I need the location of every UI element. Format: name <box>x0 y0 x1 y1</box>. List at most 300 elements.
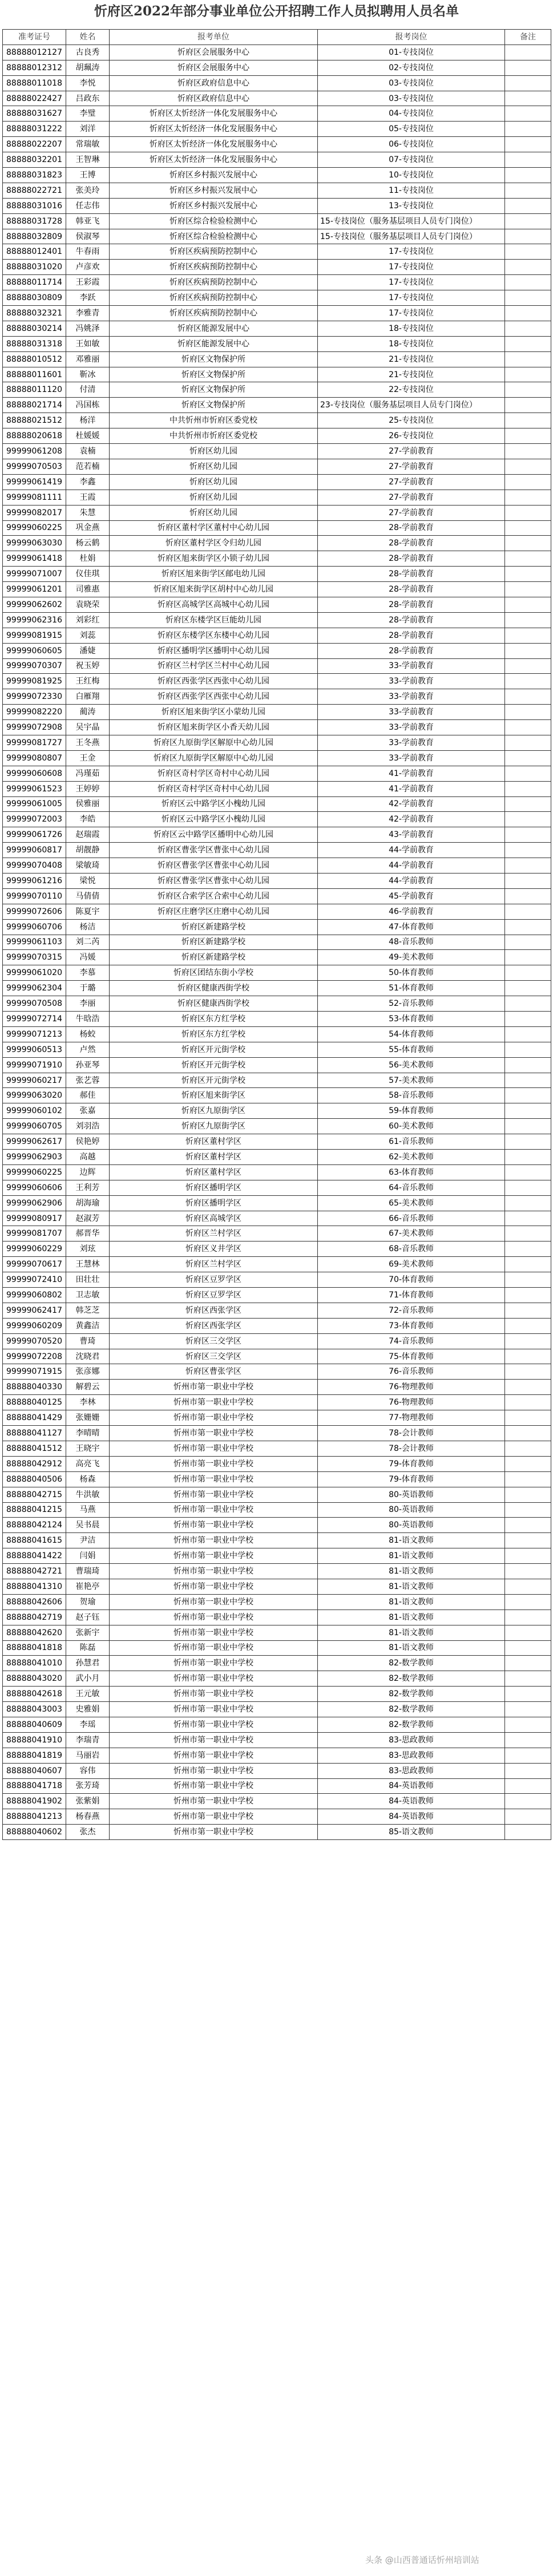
name-cell: 马丽岩 <box>66 1748 110 1763</box>
exam-number-cell: 99999061726 <box>3 827 66 843</box>
table-row <box>3 75 551 91</box>
table-row <box>3 1364 551 1380</box>
exam-number-cell: 99999061419 <box>3 474 66 490</box>
name-cell: 李璧 <box>66 106 110 122</box>
unit-cell: 忻府区会展服务中心 <box>110 45 318 60</box>
position-cell: 21-专技岗位 <box>318 351 505 367</box>
exam-number-cell: 88888011120 <box>3 382 66 398</box>
table-row <box>3 398 551 413</box>
remarks-cell <box>505 1103 551 1119</box>
position-cell: 63-体育教师 <box>318 1164 505 1180</box>
name-cell: 杨蛟 <box>66 1026 110 1042</box>
remarks-cell <box>505 1778 551 1794</box>
exam-number-cell: 99999061418 <box>3 551 66 567</box>
name-cell: 侯雅丽 <box>66 796 110 812</box>
table-row <box>3 1825 551 1840</box>
remarks-cell <box>505 720 551 735</box>
name-cell: 范若楠 <box>66 459 110 474</box>
unit-cell: 忻府区乡村振兴发展中心 <box>110 183 318 198</box>
exam-number-cell: 88888041718 <box>3 1778 66 1794</box>
exam-number-cell: 99999062617 <box>3 1134 66 1150</box>
exam-number-cell: 88888031627 <box>3 106 66 122</box>
exam-number-cell: 88888021714 <box>3 398 66 413</box>
position-cell: 83-思政教师 <box>318 1732 505 1748</box>
table-row <box>3 1333 551 1349</box>
remarks-cell <box>505 444 551 459</box>
unit-cell: 忻府区云中路学区小槐幼儿园 <box>110 812 318 827</box>
unit-cell: 忻州市第一职业中学校 <box>110 1456 318 1471</box>
table-row <box>3 459 551 474</box>
name-cell: 杨云鹤 <box>66 536 110 551</box>
name-cell: 贺瑜 <box>66 1594 110 1610</box>
name-cell: 赵瑞霞 <box>66 827 110 843</box>
name-cell: 张姗姗 <box>66 1410 110 1426</box>
position-cell: 28-学前教育 <box>318 612 505 628</box>
position-cell: 46-学前教育 <box>318 904 505 919</box>
unit-cell: 忻府区旭来街学区小锁子幼儿园 <box>110 551 318 567</box>
position-cell: 84-英语教师 <box>318 1778 505 1794</box>
exam-number-cell: 99999081111 <box>3 490 66 505</box>
exam-number-cell: 88888031016 <box>3 198 66 213</box>
unit-cell: 中共忻州市忻府区委党校 <box>110 428 318 444</box>
name-cell: 卫志敏 <box>66 1288 110 1303</box>
remarks-cell <box>505 858 551 874</box>
position-cell: 85-语文教师 <box>318 1825 505 1840</box>
table-row <box>3 750 551 766</box>
position-cell: 59-体育教师 <box>318 1103 505 1119</box>
table-row <box>3 1717 551 1732</box>
exam-number-cell: 88888011714 <box>3 275 66 290</box>
name-cell: 赵淑芳 <box>66 1211 110 1226</box>
table-row <box>3 490 551 505</box>
remarks-cell <box>505 1426 551 1441</box>
exam-number-cell: 88888042620 <box>3 1625 66 1640</box>
unit-cell: 忻府区疾病预防控制中心 <box>110 260 318 275</box>
position-cell: 22-专技岗位 <box>318 382 505 398</box>
remarks-cell <box>505 122 551 137</box>
position-cell: 48-音乐教师 <box>318 935 505 950</box>
position-cell: 28-学前教育 <box>318 520 505 536</box>
position-cell: 17-专技岗位 <box>318 244 505 260</box>
exam-number-cell: 99999060102 <box>3 1103 66 1119</box>
position-cell: 64-音乐教师 <box>318 1180 505 1195</box>
table-row <box>3 91 551 106</box>
unit-cell: 忻府区疾病预防控制中心 <box>110 290 318 306</box>
remarks-cell <box>505 1195 551 1211</box>
remarks-cell <box>505 1012 551 1027</box>
name-cell: 冯媛 <box>66 950 110 965</box>
remarks-cell <box>505 474 551 490</box>
exam-number-cell: 88888031728 <box>3 213 66 229</box>
table-row <box>3 1809 551 1825</box>
unit-cell: 忻州市第一职业中学校 <box>110 1748 318 1763</box>
name-cell: 朱慧 <box>66 505 110 520</box>
exam-number-cell: 88888042721 <box>3 1564 66 1579</box>
table-row <box>3 1702 551 1717</box>
position-cell: 49-美术教师 <box>318 950 505 965</box>
unit-cell: 忻府区西张学区西张中心幼儿园 <box>110 674 318 689</box>
table-row <box>3 950 551 965</box>
exam-number-cell: 99999062602 <box>3 597 66 612</box>
remarks-cell <box>505 1226 551 1242</box>
exam-number-cell: 88888041429 <box>3 1410 66 1426</box>
header-unit: 报考单位 <box>110 30 318 45</box>
remarks-cell <box>505 1579 551 1594</box>
position-cell: 27-学前教育 <box>318 474 505 490</box>
position-cell: 44-学前教育 <box>318 858 505 874</box>
exam-number-cell: 99999061523 <box>3 781 66 796</box>
remarks-cell <box>505 1303 551 1318</box>
exam-number-cell: 88888030809 <box>3 290 66 306</box>
exam-number-cell: 88888042606 <box>3 1594 66 1610</box>
table-row <box>3 444 551 459</box>
exam-number-cell: 99999071910 <box>3 1057 66 1073</box>
remarks-cell <box>505 336 551 351</box>
table-row <box>3 505 551 520</box>
remarks-cell <box>505 1272 551 1288</box>
name-cell: 吴书晨 <box>66 1518 110 1533</box>
table-row <box>3 152 551 168</box>
exam-number-cell: 99999062304 <box>3 981 66 996</box>
name-cell: 李跃 <box>66 290 110 306</box>
exam-number-cell: 99999070617 <box>3 1257 66 1272</box>
exam-number-cell: 88888022207 <box>3 137 66 152</box>
name-cell: 胡珮涛 <box>66 60 110 75</box>
unit-cell: 忻府区云中路学区小槐幼儿园 <box>110 796 318 812</box>
header-exam-number: 准考证号 <box>3 30 66 45</box>
name-cell: 张紫娟 <box>66 1794 110 1809</box>
table-row <box>3 705 551 720</box>
unit-cell: 忻府区东楼学区东楼中心幼儿园 <box>110 628 318 643</box>
exam-number-cell: 99999061020 <box>3 965 66 981</box>
remarks-cell <box>505 1073 551 1088</box>
position-cell: 81-语文教师 <box>318 1610 505 1625</box>
unit-cell: 忻府区新建路学校 <box>110 919 318 935</box>
unit-cell: 忻府区幼儿园 <box>110 444 318 459</box>
table-row <box>3 720 551 735</box>
name-cell: 李鑫 <box>66 474 110 490</box>
unit-cell: 忻州市第一职业中学校 <box>110 1671 318 1687</box>
name-cell: 卢彦欢 <box>66 260 110 275</box>
table-row <box>3 996 551 1012</box>
table-row <box>3 321 551 336</box>
exam-number-cell: 88888021512 <box>3 413 66 428</box>
name-cell: 白雁翔 <box>66 689 110 705</box>
table-row <box>3 1610 551 1625</box>
remarks-cell <box>505 904 551 919</box>
remarks-cell <box>505 367 551 382</box>
table-row <box>3 106 551 122</box>
position-cell: 77-物理教师 <box>318 1410 505 1426</box>
table-row <box>3 1410 551 1426</box>
unit-cell: 忻府区开元街学校 <box>110 1057 318 1073</box>
name-cell: 陈夏宇 <box>66 904 110 919</box>
position-cell: 76-物理教师 <box>318 1395 505 1410</box>
unit-cell: 忻州市第一职业中学校 <box>110 1717 318 1732</box>
position-cell: 81-语文教师 <box>318 1579 505 1594</box>
exam-number-cell: 88888041819 <box>3 1748 66 1763</box>
position-cell: 41-学前教育 <box>318 781 505 796</box>
position-cell: 11-专技岗位 <box>318 183 505 198</box>
remarks-cell <box>505 198 551 213</box>
remarks-cell <box>505 275 551 290</box>
name-cell: 于璐 <box>66 981 110 996</box>
exam-number-cell: 88888012312 <box>3 60 66 75</box>
remarks-cell <box>505 1164 551 1180</box>
remarks-cell <box>505 413 551 428</box>
table-row <box>3 1134 551 1150</box>
name-cell: 高亮飞 <box>66 1456 110 1471</box>
exam-number-cell: 88888031318 <box>3 336 66 351</box>
name-cell: 冯姚泽 <box>66 321 110 336</box>
exam-number-cell: 99999062906 <box>3 1195 66 1211</box>
unit-cell: 忻府区九原街学区解原中心幼儿园 <box>110 735 318 750</box>
unit-cell: 忻府区新建路学校 <box>110 935 318 950</box>
unit-cell: 忻府区文物保护所 <box>110 398 318 413</box>
remarks-cell <box>505 1333 551 1349</box>
name-cell: 冯瑾茹 <box>66 766 110 781</box>
exam-number-cell: 99999060817 <box>3 843 66 858</box>
unit-cell: 忻州市第一职业中学校 <box>110 1825 318 1840</box>
unit-cell: 忻州市第一职业中学校 <box>110 1610 318 1625</box>
position-cell: 28-学前教育 <box>318 536 505 551</box>
remarks-cell <box>505 996 551 1012</box>
unit-cell: 忻府区旭来街学区 <box>110 1088 318 1103</box>
exam-number-cell: 99999060608 <box>3 766 66 781</box>
unit-cell: 忻府区开元街学校 <box>110 1042 318 1057</box>
unit-cell: 忻州市第一职业中学校 <box>110 1441 318 1456</box>
header-remarks: 备注 <box>505 30 551 45</box>
name-cell: 刘彩红 <box>66 612 110 628</box>
unit-cell: 忻府区能源发展中心 <box>110 336 318 351</box>
position-cell: 05-专技岗位 <box>318 122 505 137</box>
exam-number-cell: 88888040602 <box>3 1825 66 1840</box>
remarks-cell <box>505 551 551 567</box>
remarks-cell <box>505 1610 551 1625</box>
exam-number-cell: 88888042715 <box>3 1487 66 1502</box>
name-cell: 胡海瑜 <box>66 1195 110 1211</box>
name-cell: 张新宇 <box>66 1625 110 1640</box>
exam-number-cell: 99999060706 <box>3 919 66 935</box>
exam-number-cell: 88888020618 <box>3 428 66 444</box>
name-cell: 郝佳 <box>66 1088 110 1103</box>
remarks-cell <box>505 1717 551 1732</box>
table-row <box>3 1349 551 1364</box>
remarks-cell <box>505 827 551 843</box>
position-cell: 33-学前教育 <box>318 658 505 674</box>
name-cell: 史雅娟 <box>66 1702 110 1717</box>
table-row <box>3 935 551 950</box>
table-row <box>3 1395 551 1410</box>
remarks-cell <box>505 612 551 628</box>
unit-cell: 忻州市第一职业中学校 <box>110 1763 318 1778</box>
remarks-cell <box>505 766 551 781</box>
remarks-cell <box>505 152 551 168</box>
remarks-cell <box>505 459 551 474</box>
position-cell: 53-体育教师 <box>318 1012 505 1027</box>
name-cell: 王智琳 <box>66 152 110 168</box>
exam-number-cell: 88888032201 <box>3 152 66 168</box>
table-row <box>3 1103 551 1119</box>
table-row <box>3 888 551 904</box>
unit-cell: 忻府区义井学区 <box>110 1242 318 1257</box>
table-row <box>3 1594 551 1610</box>
unit-cell: 忻府区健康西街学校 <box>110 996 318 1012</box>
exam-number-cell: 99999080917 <box>3 1211 66 1226</box>
position-cell: 74-音乐教师 <box>318 1333 505 1349</box>
unit-cell: 忻府区综合检验检测中心 <box>110 229 318 244</box>
position-cell: 76-物理教师 <box>318 1380 505 1395</box>
table-row <box>3 567 551 582</box>
table-row <box>3 1426 551 1441</box>
name-cell: 仪佳琪 <box>66 567 110 582</box>
exam-number-cell: 88888011018 <box>3 75 66 91</box>
exam-number-cell: 99999060606 <box>3 1180 66 1195</box>
name-cell: 李雅青 <box>66 306 110 321</box>
exam-number-cell: 99999071007 <box>3 567 66 582</box>
position-cell: 83-思政教师 <box>318 1763 505 1778</box>
name-cell: 祝玉婷 <box>66 658 110 674</box>
remarks-cell <box>505 705 551 720</box>
table-row <box>3 904 551 919</box>
position-cell: 80-英语教师 <box>318 1487 505 1502</box>
table-row <box>3 1073 551 1088</box>
remarks-cell <box>505 1518 551 1533</box>
position-cell: 02-专技岗位 <box>318 60 505 75</box>
unit-cell: 忻府区疾病预防控制中心 <box>110 306 318 321</box>
unit-cell: 忻府区团结东街小学校 <box>110 965 318 981</box>
table-row <box>3 1226 551 1242</box>
remarks-cell <box>505 244 551 260</box>
remarks-cell <box>505 137 551 152</box>
table-row <box>3 827 551 843</box>
exam-number-cell: 99999062417 <box>3 1303 66 1318</box>
table-row <box>3 796 551 812</box>
exam-number-cell: 99999070110 <box>3 888 66 904</box>
name-cell: 陈磊 <box>66 1640 110 1656</box>
position-cell: 17-专技岗位 <box>318 290 505 306</box>
remarks-cell <box>505 1088 551 1103</box>
unit-cell: 忻府区文物保护所 <box>110 382 318 398</box>
name-cell: 王婷婷 <box>66 781 110 796</box>
unit-cell: 忻府区合索学区合索中心幼儿园 <box>110 888 318 904</box>
table-row <box>3 122 551 137</box>
position-cell: 01-专技岗位 <box>318 45 505 60</box>
position-cell: 81-语文教师 <box>318 1564 505 1579</box>
table-row <box>3 413 551 428</box>
unit-cell: 忻府区兰村学区 <box>110 1257 318 1272</box>
table-row <box>3 1748 551 1763</box>
remarks-cell <box>505 567 551 582</box>
position-cell: 07-专技岗位 <box>318 152 505 168</box>
position-cell: 17-专技岗位 <box>318 260 505 275</box>
exam-number-cell: 99999060225 <box>3 520 66 536</box>
table-row <box>3 336 551 351</box>
remarks-cell <box>505 658 551 674</box>
remarks-cell <box>505 843 551 858</box>
table-row <box>3 1257 551 1272</box>
exam-number-cell: 99999072003 <box>3 812 66 827</box>
exam-number-cell: 88888041010 <box>3 1656 66 1671</box>
remarks-cell <box>505 1349 551 1364</box>
exam-number-cell: 88888030214 <box>3 321 66 336</box>
unit-cell: 忻州市第一职业中学校 <box>110 1548 318 1564</box>
table-row <box>3 260 551 275</box>
exam-number-cell: 99999060229 <box>3 1242 66 1257</box>
unit-cell: 忻州市第一职业中学校 <box>110 1794 318 1809</box>
remarks-cell <box>505 1794 551 1809</box>
unit-cell: 忻府区董村学区董村中心幼儿园 <box>110 520 318 536</box>
table-row <box>3 551 551 567</box>
position-cell: 82-数学教师 <box>318 1671 505 1687</box>
unit-cell: 忻府区东方红学校 <box>110 1012 318 1027</box>
remarks-cell <box>505 290 551 306</box>
name-cell: 邓雅丽 <box>66 351 110 367</box>
position-cell: 28-学前教育 <box>318 628 505 643</box>
unit-cell: 忻州市第一职业中学校 <box>110 1380 318 1395</box>
name-cell: 潘婕 <box>66 643 110 658</box>
remarks-cell <box>505 1687 551 1702</box>
position-cell: 61-音乐教师 <box>318 1134 505 1150</box>
exam-number-cell: 99999072606 <box>3 904 66 919</box>
exam-number-cell: 99999072208 <box>3 1349 66 1364</box>
exam-number-cell: 99999070508 <box>3 996 66 1012</box>
position-cell: 18-专技岗位 <box>318 336 505 351</box>
exam-number-cell: 99999061208 <box>3 444 66 459</box>
exam-number-cell: 88888041422 <box>3 1548 66 1564</box>
name-cell: 司雅惠 <box>66 582 110 597</box>
name-cell: 梁敏琦 <box>66 858 110 874</box>
table-row <box>3 735 551 750</box>
position-cell: 81-语文教师 <box>318 1640 505 1656</box>
unit-cell: 忻府区兰村学区 <box>110 1226 318 1242</box>
table-row <box>3 1518 551 1533</box>
unit-cell: 忻府区太忻经济一体化发展服务中心 <box>110 122 318 137</box>
name-cell: 杜娟 <box>66 551 110 567</box>
remarks-cell <box>505 1732 551 1748</box>
table-row <box>3 382 551 398</box>
position-cell: 27-学前教育 <box>318 505 505 520</box>
remarks-cell <box>505 1487 551 1502</box>
remarks-cell <box>505 1042 551 1057</box>
table-row <box>3 1794 551 1809</box>
remarks-cell <box>505 1119 551 1134</box>
position-cell: 76-音乐教师 <box>318 1364 505 1380</box>
remarks-cell <box>505 1211 551 1226</box>
remarks-cell <box>505 1150 551 1165</box>
exam-number-cell: 99999081707 <box>3 1226 66 1242</box>
unit-cell: 忻府区播明学区播明中心幼儿园 <box>110 643 318 658</box>
name-cell: 李林 <box>66 1395 110 1410</box>
unit-cell: 忻府区董村学区令归幼儿园 <box>110 536 318 551</box>
table-row <box>3 965 551 981</box>
unit-cell: 忻府区曹张学区曹张中心幼儿园 <box>110 843 318 858</box>
remarks-cell <box>505 382 551 398</box>
table-row <box>3 1456 551 1471</box>
table-row <box>3 60 551 75</box>
exam-number-cell: 88888012127 <box>3 45 66 60</box>
exam-number-cell: 99999071213 <box>3 1026 66 1042</box>
name-cell: 闫娟 <box>66 1548 110 1564</box>
table-row <box>3 1288 551 1303</box>
position-cell: 67-美术教师 <box>318 1226 505 1242</box>
unit-cell: 忻州市第一职业中学校 <box>110 1594 318 1610</box>
unit-cell: 忻府区豆罗学区 <box>110 1272 318 1288</box>
unit-cell: 忻府区新建路学校 <box>110 950 318 965</box>
position-cell: 28-学前教育 <box>318 567 505 582</box>
unit-cell: 忻州市第一职业中学校 <box>110 1640 318 1656</box>
table-row <box>3 367 551 382</box>
